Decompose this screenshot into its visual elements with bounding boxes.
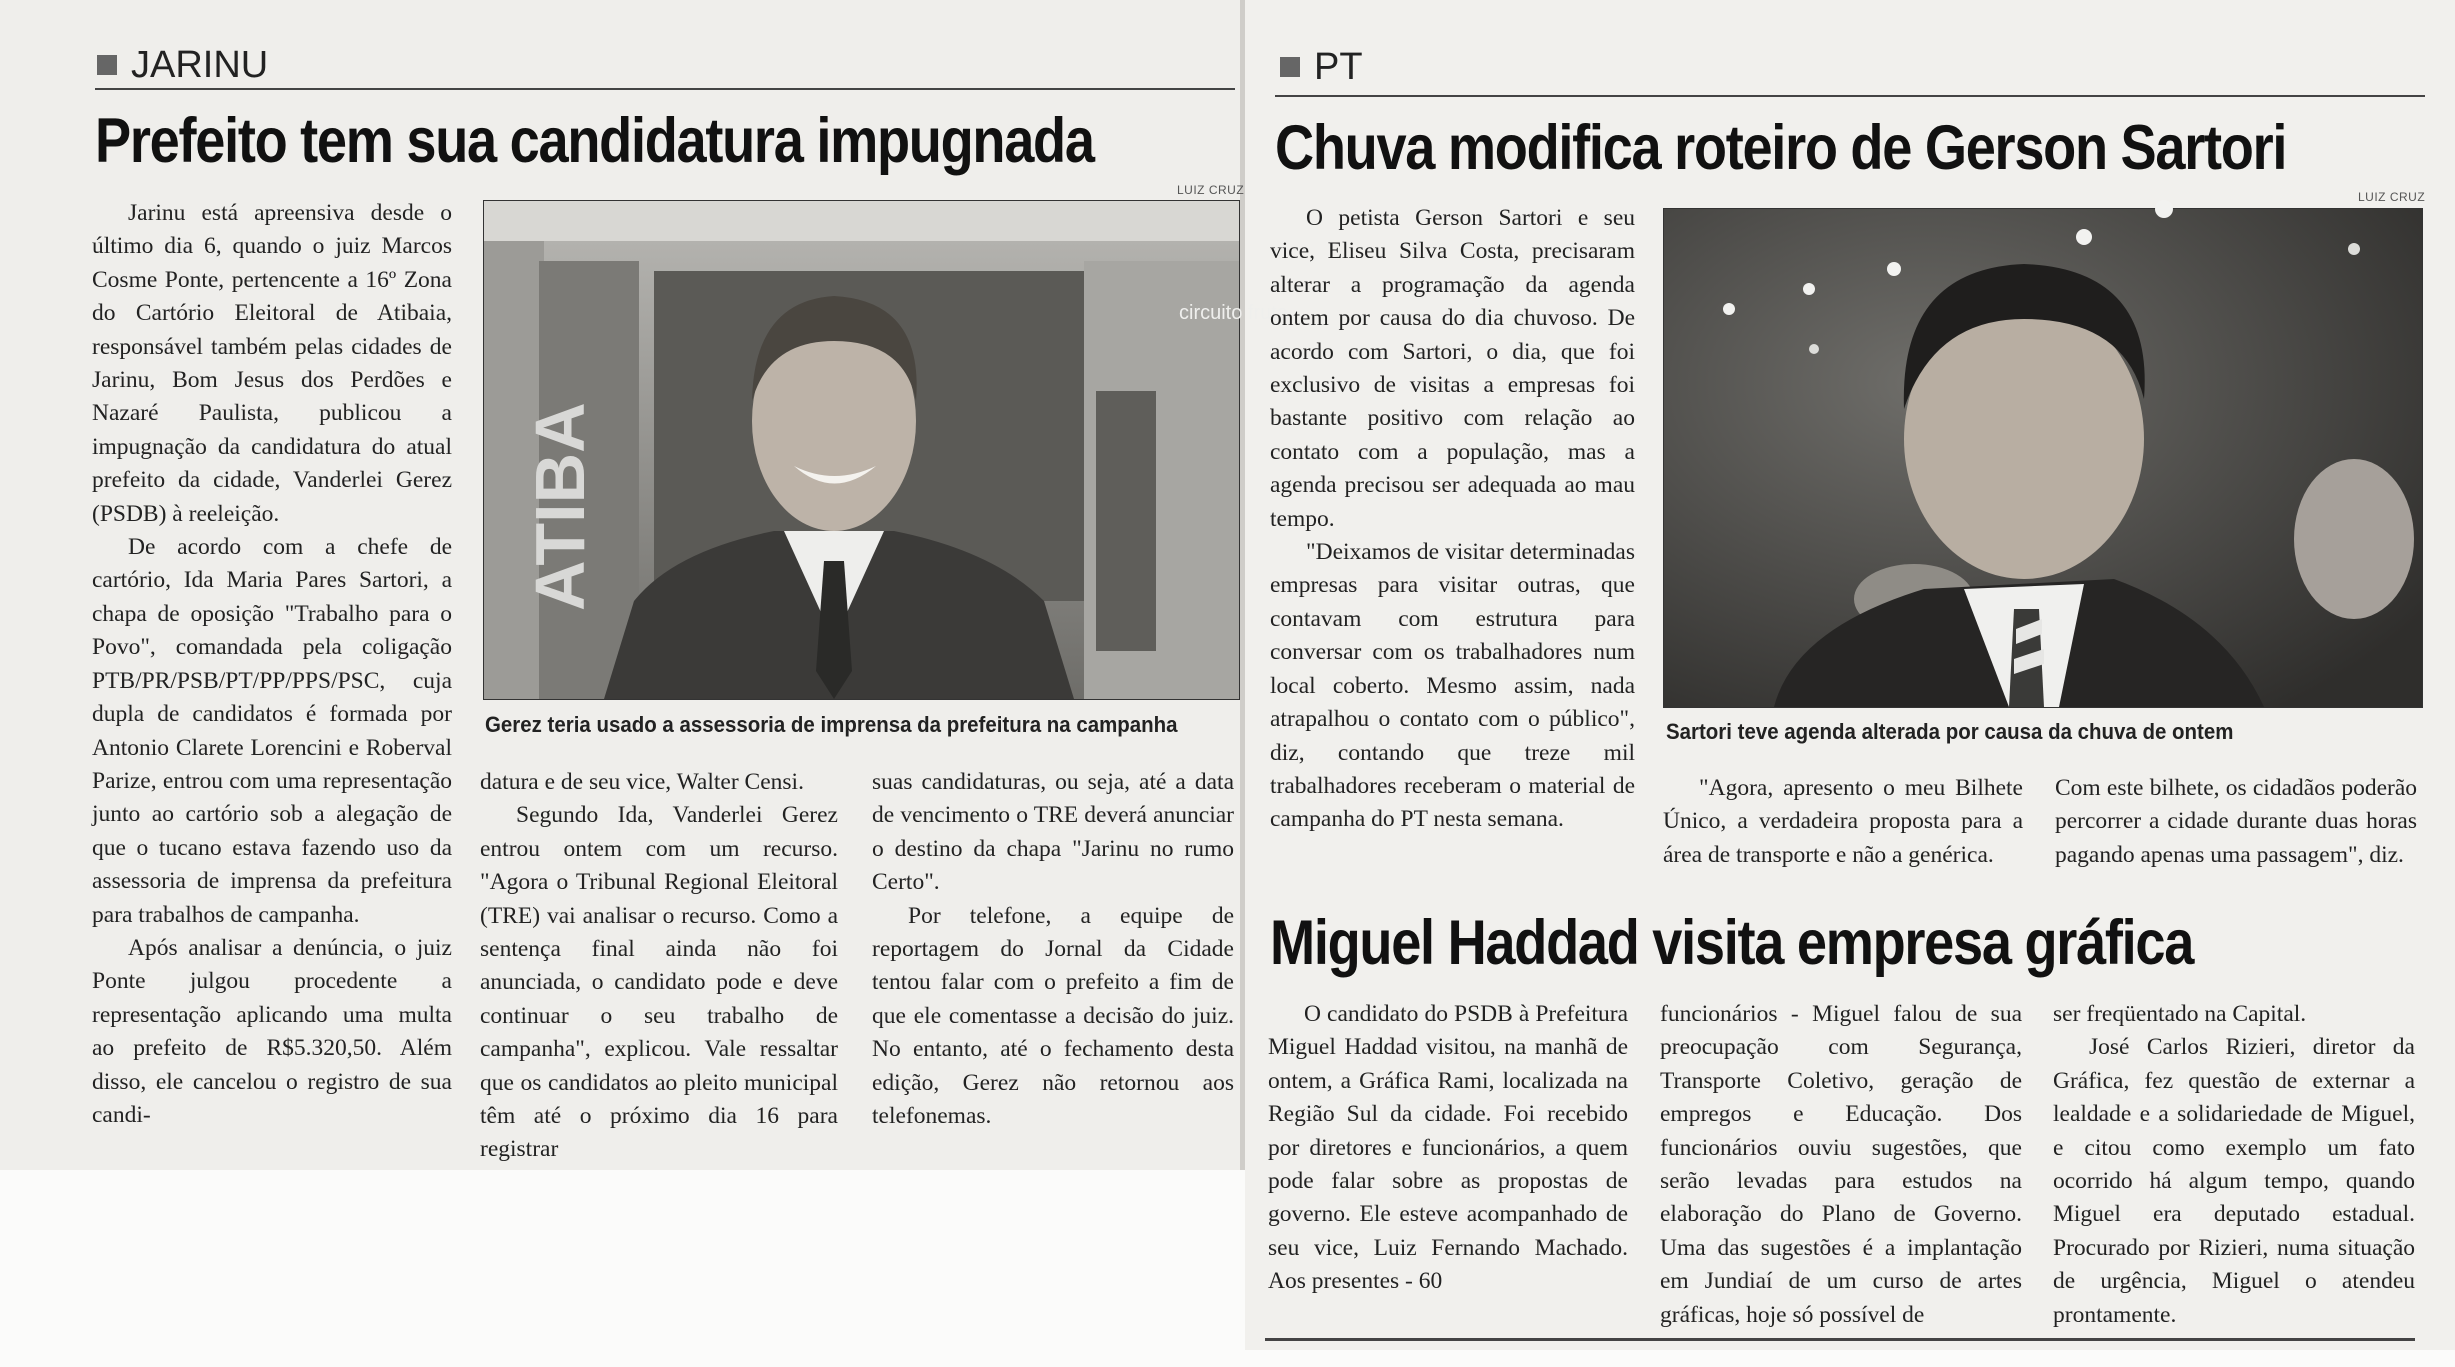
right-headline: Chuva modifica roteiro de Gerson Sartori (1275, 113, 2287, 183)
section-rule (1275, 95, 2425, 97)
section-label-jarinu (97, 46, 268, 84)
section-text: PT (1314, 46, 1363, 88)
paragraph: José Carlos Rizieri, diretor da Gráfica, fez questão de externar a lealdade e a solidariedade de Miguel, e citou como exemplo um fato ocorrido há algum tempo, quando Miguel era deputado estadual. Procurado por Rizieri, numa situação de urgência, Miguel o atendeu prontamente. (2053, 1034, 2415, 1328)
paragraph: "Deixamos de visitar determinadas empresas para visitar outras, que contavam com estrutura para conversar com os trabalhadores num local coberto. Mesmo assim, nada atrapalhou o contato com o público", diz, contando que treze mil trabalhadores receberam o material de campanha do PT nesta semana. (1270, 539, 1635, 833)
photo-gerez (483, 200, 1288, 700)
paragraph: De acordo com a chefe de cartório, Ida Maria Pares Sartori, a chapa de oposição "Trabalho para o Povo", comandada pela coligação PTB/PR/PSB/PT/PP/PPS/PSC, cuja dupla de candidatos é formada por Antonio Clarete Lorencini e Roberval Parize, entrou com uma representação junto ao cartório sob a alegação de que o tucano estava fazendo uso da assessoria de imprensa da prefeitura para trabalhos de campanha. (92, 534, 452, 928)
paragraph: Segundo Ida, Vanderlei Gerez entrou ontem com um recurso. "Agora o Tribunal Regional Eleitoral (TRE) vai analisar o recurso. Como a sentença final ainda não foi anunciada, o candidato pode e deve continuar o seu trabalho de campanha", explicou. Vale ressaltar que os candidatos ao pleito municipal têm até o próximo dia 16 para registrar (480, 802, 838, 1163)
photo-gerez-illustration (484, 201, 1288, 699)
photo-logo-text: circuito fruta (1179, 302, 1288, 324)
photo-sartori-illustration (1664, 209, 2422, 707)
right-column-2 (1663, 772, 2023, 872)
paragraph: Com este bilhete, os cidadãos poderão percorrer a cidade durante duas horas pagando apenas uma passagem", diz. (2055, 775, 2417, 868)
left-column-1 (92, 197, 452, 1132)
bottom-rule (1265, 1338, 2415, 1341)
left-column-3 (872, 766, 1234, 1133)
third-column-2 (1660, 998, 2022, 1332)
paragraph: Após analisar a denúncia, o juiz Ponte julgou procedente a representação aplicando uma multa ao prefeito de R$5.320,50. Além disso, ele cancelou o registro de sua candi- (92, 934, 452, 1128)
third-headline: Miguel Haddad visita empresa gráfica (1270, 908, 2194, 978)
paragraph: ser freqüentado na Capital. (2053, 1001, 2307, 1027)
page-fold (1240, 0, 1245, 1367)
section-bullet-icon (97, 55, 117, 75)
section-rule (95, 88, 1235, 90)
left-column-2 (480, 766, 838, 1167)
photo-caption-sartori: Sartori teve agenda alterada por causa da chuva de ontem (1666, 719, 2234, 744)
photo-caption-gerez: Gerez teria usado a assessoria de imprensa da prefeitura na campanha (485, 712, 1178, 737)
photo-credit: LUIZ CRUZ (1177, 183, 1245, 197)
scan-blank-area (0, 1170, 1245, 1367)
paragraph: O petista Gerson Sartori e seu vice, Eliseu Silva Costa, precisaram alterar a programação da agenda ontem por causa do dia chuvoso. De acordo com Sartori, o dia, que foi exclusivo de visitas a empresas foi bastante positivo com relação ao contato com a população, mas a agenda precisou ser adequada ao mau tempo. (1270, 205, 1635, 532)
section-label-pt (1280, 48, 1363, 86)
photo-sign-text: ATIBA (521, 402, 599, 611)
right-column-3 (2055, 772, 2417, 872)
third-column-3 (2053, 998, 2415, 1332)
paragraph: "Agora, apresento o meu Bilhete Único, a verdadeira proposta para a área de transporte e não a genérica. (1663, 775, 2023, 868)
paragraph: Jarinu está apreensiva desde o último dia 6, quando o juiz Marcos Cosme Ponte, pertencente a 16º Zona do Cartório Eleitoral de Atibaia, responsável também pelas cidades de Jarinu, Bom Jesus dos Perdões e Nazaré Paulista, publicou a impugnação da candidatura do atual prefeito da cidade, Vanderlei Gerez (PSDB) à reeleição. (92, 200, 452, 527)
paragraph: datura e de seu vice, Walter Censi. (480, 769, 804, 795)
paragraph: funcionários - Miguel falou de sua preocupação com Segurança, Transporte Coletivo, geração de empregos e Educação. Dos funcionários ouviu sugestões, que serão levadas para estudos na elaboração do Plano de Governo. Uma das sugestões é a implantação em Jundiaí de um curso de artes gráficas, hoje só possível de (1660, 1001, 2022, 1328)
left-headline: Prefeito tem sua candidatura impugnada (95, 106, 1094, 176)
paragraph: suas candidaturas, ou seja, até a data de vencimento o TRE deverá anunciar o destino da chapa "Jarinu no rumo Certo". (872, 769, 1234, 896)
section-text: JARINU (131, 44, 269, 86)
photo-credit: LUIZ CRUZ (2358, 190, 2426, 204)
paragraph: Por telefone, a equipe de reportagem do Jornal da Cidade tentou falar com o prefeito a fim de que ele comentasse a decisão do juiz. No entanto, até o fechamento desta edição, Gerez não retornou aos telefonemas. (872, 902, 1234, 1130)
photo-sartori (1663, 208, 2423, 708)
paragraph: O candidato do PSDB à Prefeitura Miguel Haddad visitou, na manhã de ontem, a Gráfica Rami, localizada na Região Sul da cidade. Foi recebido por diretores e funcionários, a quem pode falar sobre as propostas de governo. Ele esteve acompanhado de seu vice, Luiz Fernando Machado. Aos presentes - 60 (1268, 1001, 1628, 1295)
third-column-1 (1268, 998, 1628, 1299)
right-column-1 (1270, 202, 1635, 837)
section-bullet-icon (1280, 57, 1300, 77)
